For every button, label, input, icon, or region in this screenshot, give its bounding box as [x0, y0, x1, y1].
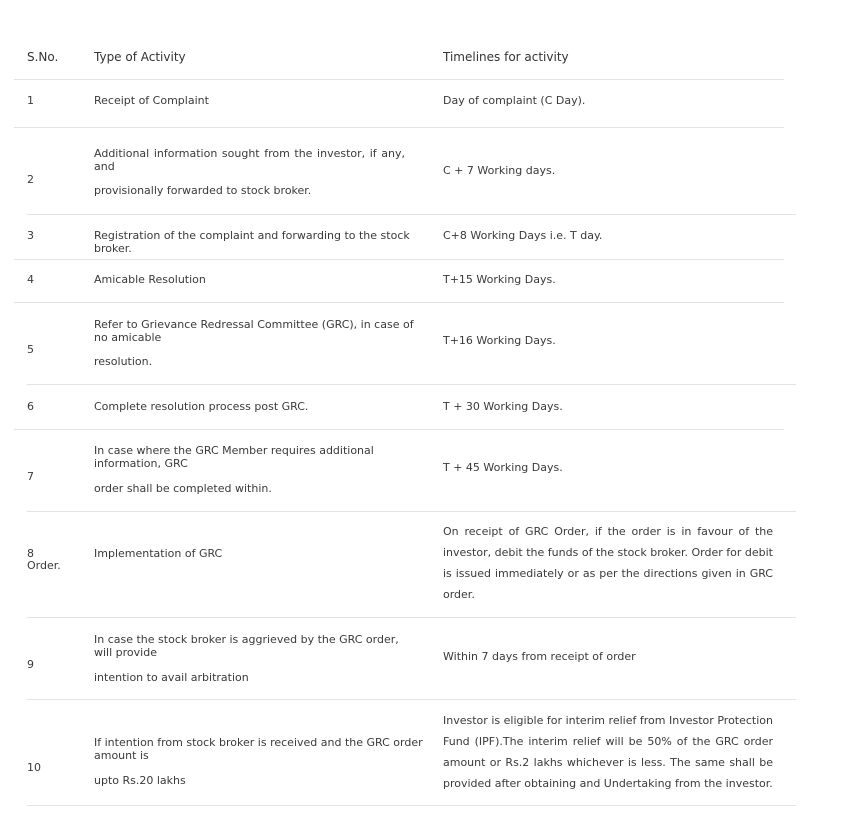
- activity-cell: Registration of the complaint and forwarding to the stock broker.: [94, 229, 410, 255]
- activity-cell-line2: order shall be completed within.: [94, 482, 272, 495]
- row-number: 9: [27, 658, 34, 671]
- activity-cell-line1: Additional information sought from the investor, if any, and: [94, 147, 405, 173]
- row-number: 2: [27, 173, 34, 186]
- activity-cell-line2: intention to avail arbitration: [94, 671, 249, 684]
- header-timelines: Timelines for activity: [443, 50, 569, 64]
- timeline-cell: On receipt of GRC Order, if the order is in favour of the investor, debit the funds of the stock broker. Order for debit is issued immediately or as per the directions given in GRC order.: [443, 525, 773, 601]
- row-divider: [27, 699, 796, 700]
- timeline-cell: Investor is eligible for interim relief from Investor Protection Fund (IPF).The interim relief will be 50% of the GRC order amount or Rs.2 lakhs whichever is less. The same shall be provided after obtaining and Undertaking from the investor.: [443, 714, 773, 790]
- activity-cell: Receipt of Complaint: [94, 94, 209, 107]
- timeline-cell: C+8 Working Days i.e. T day.: [443, 229, 603, 242]
- activity-cell-line1: Refer to Grievance Redressal Committee (GRC), in case of no amicable: [94, 318, 414, 344]
- row-number: 7: [27, 470, 34, 483]
- activity-cell-line1: In case the stock broker is aggrieved by the GRC order, will provide: [94, 633, 399, 659]
- row-divider: [27, 805, 796, 806]
- timeline-cell: Day of complaint (C Day).: [443, 94, 586, 107]
- row-divider: [27, 214, 796, 215]
- row-number-suffix: Order.: [27, 559, 61, 572]
- row-number: 10: [27, 761, 41, 774]
- row-divider: [14, 429, 784, 430]
- timeline-cell: Within 7 days from receipt of order: [443, 650, 636, 663]
- row-number: 1: [27, 94, 34, 107]
- row-divider: [14, 302, 784, 303]
- timeline-cell: T+16 Working Days.: [443, 334, 556, 347]
- activity-cell-line2: provisionally forwarded to stock broker.: [94, 184, 312, 197]
- timeline-cell: C + 7 Working days.: [443, 164, 556, 177]
- row-number: 4: [27, 273, 34, 286]
- activity-cell: Implementation of GRC: [94, 547, 223, 560]
- header-sno: S.No.: [27, 50, 59, 64]
- row-divider: [27, 384, 796, 385]
- row-divider: [27, 511, 796, 512]
- row-divider: [14, 127, 784, 128]
- header-type-of-activity: Type of Activity: [94, 50, 186, 64]
- header-divider: [14, 79, 784, 80]
- activity-cell-line2: upto Rs.20 lakhs: [94, 774, 186, 787]
- row-number: 8: [27, 547, 34, 560]
- row-number: 5: [27, 343, 34, 356]
- activity-cell-line1: In case where the GRC Member requires additional information, GRC: [94, 444, 374, 470]
- row-divider: [14, 259, 784, 260]
- timeline-cell: T + 30 Working Days.: [443, 400, 563, 413]
- row-number: 6: [27, 400, 34, 413]
- timeline-cell: T+15 Working Days.: [443, 273, 556, 286]
- activity-cell: Amicable Resolution: [94, 273, 206, 286]
- activity-cell-line1: If intention from stock broker is received and the GRC order amount is: [94, 736, 423, 762]
- activity-cell-line2: resolution.: [94, 355, 153, 368]
- row-divider: [27, 617, 796, 618]
- activity-cell: Complete resolution process post GRC.: [94, 400, 309, 413]
- row-number: 3: [27, 229, 34, 242]
- timeline-cell: T + 45 Working Days.: [443, 461, 563, 474]
